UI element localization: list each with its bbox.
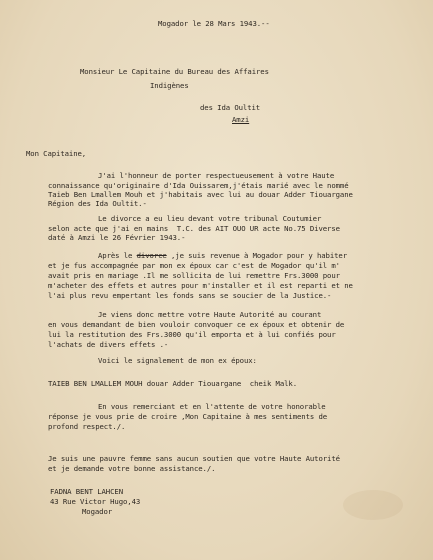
para6: TAIEB BEN LMALLEM MOUH douar Adder Tiouargane cheik Malk. (48, 379, 298, 388)
address-line-3: des Ida Oultit (200, 103, 261, 112)
para3-prefix: Après le (98, 251, 137, 260)
para7-line-2: réponse je vous prie de croire ,Mon Capitaine à mes sentiments de (48, 412, 328, 421)
para2-line-3: daté à Amzi le 26 Février 1943.- (48, 233, 186, 242)
para3-line-4: m'acheter des effets et autres pour m'installer et il est reparti et ne (48, 281, 353, 290)
address-line-1: Monsieur Le Capitaine du Bureau des Affaires (80, 67, 269, 76)
para4-line-2: en vous demandant de bien vouloir convoquer ce ex époux et obtenir de (48, 320, 345, 329)
para4-line-4: l'achats de divers effets .- (48, 340, 169, 349)
date-line: Mogador le 28 Mars 1943.-- (158, 19, 270, 28)
signature-name: FADNA BENT LAHCEN (50, 487, 123, 496)
address-line-4: Amzi (232, 115, 250, 124)
para3-line-1 (98, 252, 347, 260)
para4-line-3: lui la restitution des Frs.3000 qu'il emporta et à lui confiés pour (48, 330, 336, 339)
para3-line-3: avait pris en mariage .Il me sollicita de lui remettre Frs.3000 pour (48, 271, 340, 280)
para7-line-3: profond respect./. (48, 422, 126, 431)
para2-line-2: selon acte que j'ai en mains T.C. des AIT OUO UR acte No.75 Diverse (48, 224, 340, 233)
para2-line-1: Le divorce a eu lieu devant votre tribunal Coutumier (98, 214, 322, 223)
para1-line-1: J'ai l'honneur de porter respectueusement à votre Haute (98, 171, 335, 180)
para7-line-1: En vous remerciant et en l'attente de votre honorable (98, 402, 326, 411)
para3-suffix: ,je suis revenue à Mogador pour y habiter (166, 251, 348, 260)
struck-word: divorce (136, 251, 167, 260)
paper-stain (343, 490, 403, 520)
para3-line-5: l'ai plus revu empertant les fonds sans se soucier de la Justice.- (48, 291, 332, 300)
para5: Voici le signalement de mon ex époux: (98, 356, 257, 365)
para1-line-3: Taieb Ben Lmallem Mouh et j'habitais avec lui au douar Adder Tiouargane (48, 190, 353, 199)
para8-line-2: et je demande votre bonne assistance./. (48, 464, 216, 473)
address-line-2: Indigènes (150, 81, 189, 90)
para4-line-1: Je viens donc mettre votre Haute Autorité au courant (98, 310, 322, 319)
para8-line-1: Je suis une pauvre femme sans aucun soutien que votre Haute Autorité (48, 454, 340, 463)
para3-line-2: et je fus accompagnée par mon ex époux car c'est de Mogador qu'il m' (48, 261, 340, 270)
signature-city: Mogador (82, 507, 113, 516)
salutation: Mon Capitaine, (26, 149, 87, 158)
signature-street: 43 Rue Victor Hugo,43 (50, 497, 141, 506)
para1-line-2: connaissance qu'originaire d'Ida Ouissarem,j'étais marié avec le nommé (48, 181, 349, 190)
para1-line-4: Région des Ida Oultit.- (48, 199, 147, 208)
